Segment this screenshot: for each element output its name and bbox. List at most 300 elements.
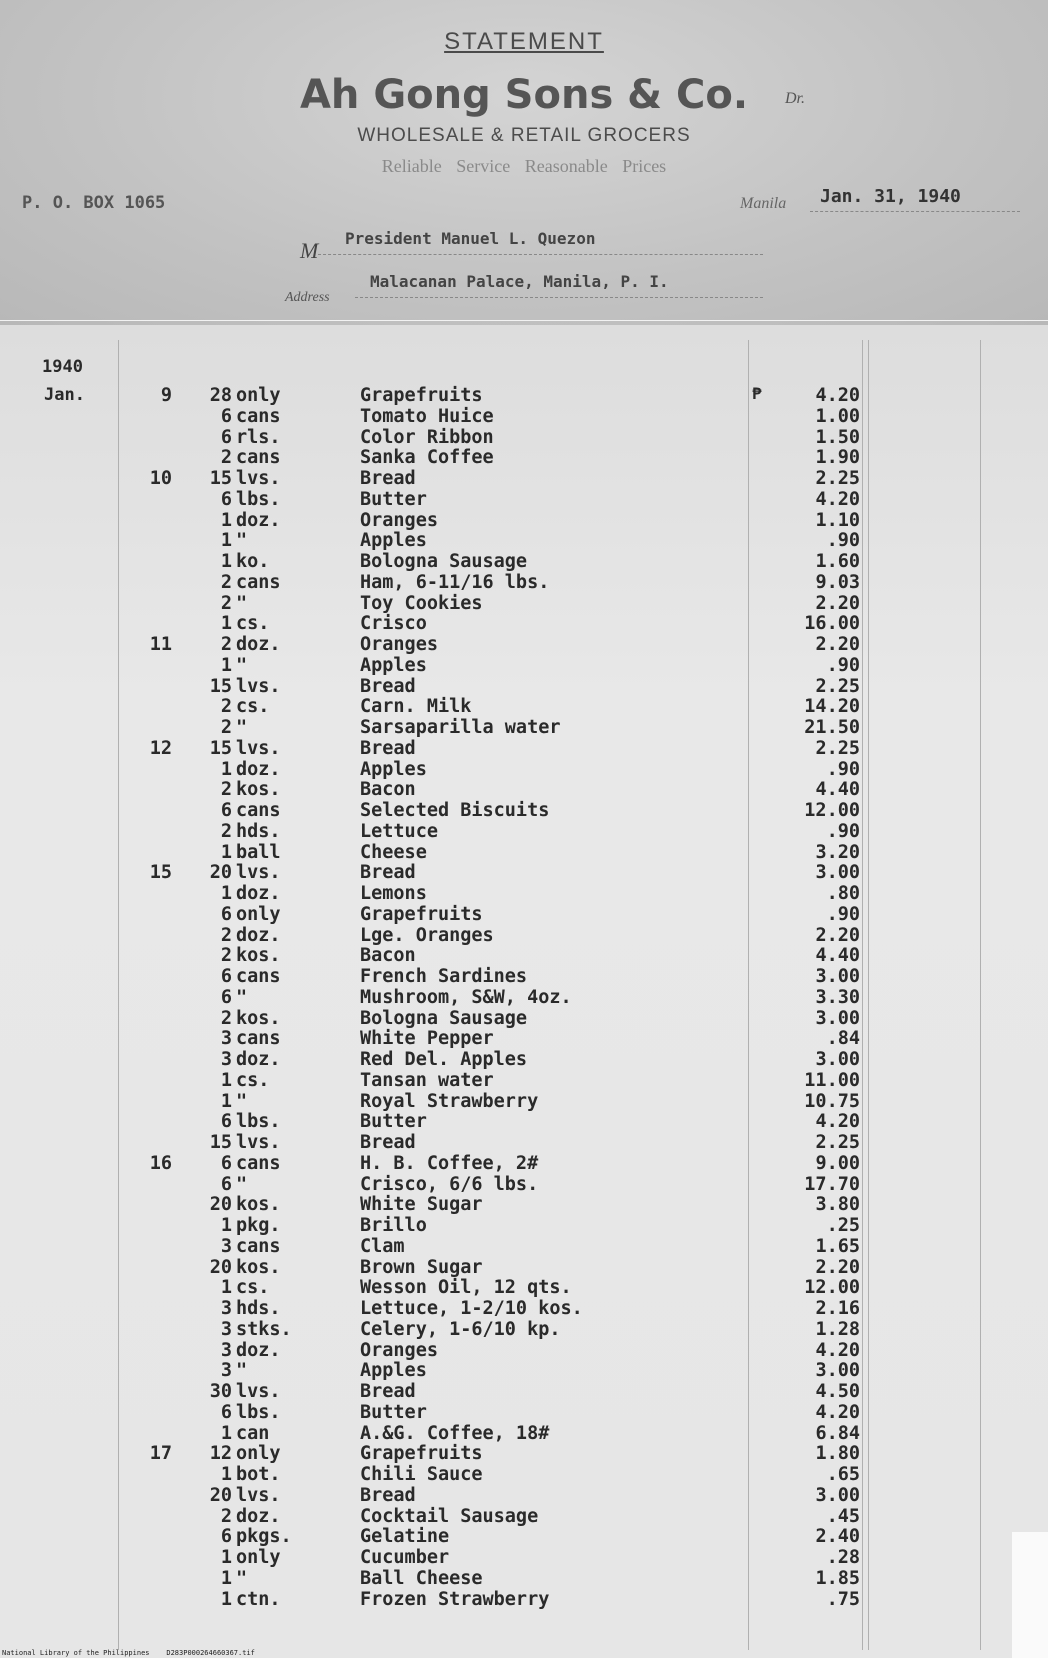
ledger-row (0, 1548, 1048, 1569)
row-description: Bread (360, 862, 416, 884)
row-quantity: 1 (220, 1069, 232, 1091)
ledger-row (0, 1590, 1048, 1611)
row-quantity: 3 (220, 1028, 232, 1050)
ledger-row (0, 656, 1048, 677)
ledger-row (0, 1527, 1048, 1548)
row-description: Butter (360, 1401, 427, 1423)
row-unit: " (236, 1090, 248, 1112)
row-unit: kos. (236, 945, 281, 967)
row-quantity: 6 (220, 405, 232, 427)
ledger-row (0, 386, 1048, 407)
row-unit: doz. (236, 924, 281, 946)
row-unit: " (236, 592, 248, 614)
row-amount: 1.65 (815, 1235, 860, 1257)
row-quantity: 2 (220, 717, 232, 738)
row-unit: doz. (236, 1505, 281, 1527)
scan-margin (1012, 1532, 1048, 1658)
row-unit: only (236, 385, 281, 406)
row-description: Sarsaparilla water (360, 717, 561, 738)
row-quantity: 20 (209, 1194, 232, 1216)
row-quantity: 3 (220, 1360, 232, 1382)
row-quantity: 6 (220, 488, 232, 510)
row-description: Brown Sugar (360, 1256, 483, 1278)
row-quantity: 3 (220, 1049, 232, 1070)
row-unit: cans (236, 447, 281, 469)
row-day: 17 (149, 1443, 172, 1465)
row-unit: cans (236, 405, 281, 427)
row-description: Bread (360, 675, 416, 697)
row-unit: lvs. (236, 862, 281, 884)
currency-sign: ₱ (752, 384, 762, 403)
ledger-row (0, 1320, 1048, 1341)
row-description: Bread (360, 1484, 416, 1506)
row-unit: stks. (236, 1318, 292, 1340)
row-quantity: 2 (220, 1505, 232, 1527)
row-quantity: 2 (220, 1007, 232, 1029)
row-description: Apples (360, 1360, 427, 1382)
ledger-row (0, 1029, 1048, 1050)
row-quantity: 6 (220, 800, 232, 821)
ledger-row (0, 863, 1048, 884)
row-quantity: 2 (220, 634, 232, 655)
row-description: Clam (360, 1235, 405, 1257)
ledger-row (0, 739, 1048, 760)
row-amount: .90 (826, 903, 860, 925)
row-quantity: 6 (220, 1401, 232, 1423)
row-description: Bacon (360, 945, 416, 967)
row-unit: " (236, 1360, 248, 1382)
recipient-address: Malacanan Palace, Manila, P. I. (370, 272, 669, 291)
row-unit: lbs. (236, 1111, 281, 1133)
row-unit: can (236, 1422, 270, 1444)
row-amount: 3.30 (815, 986, 860, 1008)
row-description: White Sugar (360, 1194, 483, 1216)
row-description: Lge. Oranges (360, 924, 494, 946)
row-amount: 1.90 (815, 447, 860, 469)
row-description: Grapefruits (360, 385, 483, 406)
row-unit: lvs. (236, 1132, 281, 1153)
row-amount: 3.00 (815, 1484, 860, 1506)
row-amount: .28 (826, 1547, 860, 1568)
row-description: Sanka Coffee (360, 447, 494, 469)
row-unit: doz. (236, 1049, 281, 1070)
row-description: Cocktail Sausage (360, 1505, 539, 1527)
row-unit: only (236, 1547, 281, 1568)
ledger-row (0, 1486, 1048, 1507)
row-description: Bacon (360, 779, 416, 801)
row-unit: " (236, 1567, 248, 1589)
row-amount: 4.50 (815, 1381, 860, 1402)
row-quantity: 6 (220, 1152, 232, 1174)
row-quantity: 15 (209, 468, 232, 489)
row-quantity: 3 (220, 1318, 232, 1340)
row-unit: only (236, 1443, 281, 1465)
row-amount: 10.75 (804, 1090, 860, 1112)
row-unit: cans (236, 1152, 281, 1174)
row-unit: cans (236, 1235, 281, 1257)
ledger-row (0, 905, 1048, 926)
row-description: Frozen Strawberry (360, 1588, 550, 1610)
po-box: P. O. BOX 1065 (22, 193, 166, 213)
row-amount: .90 (826, 654, 860, 676)
row-amount: .25 (826, 1215, 860, 1236)
row-quantity: 20 (209, 1256, 232, 1278)
row-quantity: 1 (220, 613, 232, 635)
row-unit: lbs. (236, 488, 281, 510)
row-description: White Pepper (360, 1028, 494, 1050)
row-description: Bologna Sausage (360, 551, 528, 572)
row-description: Apples (360, 758, 427, 780)
letterhead (0, 0, 1048, 325)
row-amount: 3.00 (815, 862, 860, 884)
row-quantity: 30 (209, 1381, 232, 1402)
ledger-row (0, 822, 1048, 843)
row-amount: 9.00 (815, 1152, 860, 1174)
row-description: Cheese (360, 841, 427, 863)
row-unit: kos. (236, 1256, 281, 1278)
row-amount: 3.80 (815, 1194, 860, 1216)
row-unit: cs. (236, 613, 270, 635)
row-quantity: 2 (220, 592, 232, 614)
city-label: Manila (740, 195, 787, 212)
row-unit: doz. (236, 883, 281, 904)
row-quantity: 1 (220, 1277, 232, 1299)
dr-label: Dr. (785, 90, 806, 107)
row-amount: 17.70 (804, 1173, 860, 1195)
row-description: Crisco, 6/6 lbs. (360, 1173, 539, 1195)
row-quantity: 6 (220, 426, 232, 448)
row-unit: cans (236, 571, 281, 593)
row-quantity: 1 (220, 841, 232, 863)
row-unit: lvs. (236, 1484, 281, 1506)
row-amount: 2.25 (815, 468, 860, 489)
row-unit: " (236, 986, 248, 1008)
ledger-row (0, 1154, 1048, 1175)
row-amount: 2.25 (815, 675, 860, 697)
row-amount: 1.10 (815, 509, 860, 531)
row-amount: 12.00 (804, 1277, 860, 1299)
footer-file: D283P000264660367.tif (166, 1649, 255, 1657)
row-description: H. B. Coffee, 2# (360, 1152, 539, 1174)
row-quantity: 2 (220, 945, 232, 967)
ledger-row (0, 697, 1048, 718)
row-unit: hds. (236, 820, 281, 842)
ledger-year: 1940 (42, 357, 83, 377)
row-description: Toy Cookies (360, 592, 483, 614)
row-amount: 1.85 (815, 1567, 860, 1589)
ledger-month: Jan. (44, 385, 85, 405)
row-quantity: 6 (220, 1111, 232, 1133)
row-description: Tomato Huice (360, 405, 494, 427)
row-unit: doz. (236, 509, 281, 531)
ledger-row (0, 614, 1048, 635)
row-description: Color Ribbon (360, 426, 494, 448)
ledger-row (0, 1112, 1048, 1133)
ledger-row (0, 1569, 1048, 1590)
row-unit: ctn. (236, 1588, 281, 1610)
row-amount: 1.80 (815, 1443, 860, 1465)
row-description: Grapefruits (360, 903, 483, 925)
row-quantity: 2 (220, 820, 232, 842)
row-quantity: 3 (220, 1339, 232, 1361)
row-description: Celery, 1-6/10 kp. (360, 1318, 561, 1340)
ledger-row (0, 988, 1048, 1009)
date-underline (810, 211, 1020, 212)
row-unit: lvs. (236, 468, 281, 489)
ledger-row (0, 801, 1048, 822)
row-amount: 2.25 (815, 737, 860, 759)
address-label: Address (285, 290, 330, 305)
ledger-row (0, 511, 1048, 532)
ledger-row (0, 1092, 1048, 1113)
row-amount: 3.20 (815, 841, 860, 863)
ledger-row (0, 635, 1048, 656)
row-description: Bologna Sausage (360, 1007, 528, 1029)
ledger-row (0, 843, 1048, 864)
row-description: Gelatine (360, 1526, 450, 1548)
row-quantity: 1 (220, 1215, 232, 1236)
ledger-row (0, 1071, 1048, 1092)
row-unit: kos. (236, 1194, 281, 1216)
row-amount: 3.00 (815, 1007, 860, 1029)
row-description: Tansan water (360, 1069, 494, 1091)
row-quantity: 1 (220, 509, 232, 531)
row-quantity: 1 (220, 1588, 232, 1610)
row-quantity: 28 (209, 385, 232, 406)
row-amount: 2.16 (815, 1298, 860, 1319)
ledger-row (0, 780, 1048, 801)
row-unit: pkgs. (236, 1526, 292, 1548)
row-unit: cs. (236, 1069, 270, 1091)
row-unit: kos. (236, 779, 281, 801)
row-description: Apples (360, 530, 427, 552)
recipient-label: M (300, 238, 319, 263)
row-unit: cs. (236, 1277, 270, 1299)
ledger-row (0, 884, 1048, 905)
row-quantity: 1 (220, 883, 232, 904)
row-quantity: 2 (220, 924, 232, 946)
row-unit: pkg. (236, 1215, 281, 1236)
row-quantity: 1 (220, 1090, 232, 1112)
row-description: Oranges (360, 634, 438, 655)
row-unit: doz. (236, 634, 281, 655)
row-unit: " (236, 530, 248, 552)
row-unit: cans (236, 1028, 281, 1050)
ledger-row (0, 531, 1048, 552)
row-quantity: 2 (220, 779, 232, 801)
row-amount: 4.20 (815, 1401, 860, 1423)
row-quantity: 12 (209, 1443, 232, 1465)
ledger-row (0, 1237, 1048, 1258)
header-divider (0, 320, 1048, 321)
ledger-row (0, 552, 1048, 573)
row-amount: 4.20 (815, 1111, 860, 1133)
row-quantity: 1 (220, 758, 232, 780)
ledger-row (0, 1465, 1048, 1486)
ledger-row (0, 1361, 1048, 1382)
row-description: Butter (360, 1111, 427, 1133)
row-amount: .75 (826, 1588, 860, 1610)
row-quantity: 1 (220, 1422, 232, 1444)
row-amount: 1.50 (815, 426, 860, 448)
row-amount: 3.00 (815, 1360, 860, 1382)
row-amount: 4.20 (815, 385, 860, 406)
row-amount: 12.00 (804, 800, 860, 821)
row-quantity: 15 (209, 737, 232, 759)
row-quantity: 3 (220, 1235, 232, 1257)
ledger-row (0, 1403, 1048, 1424)
row-quantity: 6 (220, 966, 232, 987)
row-description: Grapefruits (360, 1443, 483, 1465)
address-underline (355, 297, 763, 298)
row-description: Lettuce, 1-2/10 kos. (360, 1298, 583, 1319)
row-unit: only (236, 903, 281, 925)
row-amount: .80 (826, 883, 860, 904)
row-amount: 2.20 (815, 924, 860, 946)
statement-date: Jan. 31, 1940 (820, 186, 961, 207)
row-amount: 4.20 (815, 488, 860, 510)
ledger-row (0, 926, 1048, 947)
ledger-row (0, 718, 1048, 739)
row-unit: hds. (236, 1298, 281, 1319)
row-amount: .84 (826, 1028, 860, 1050)
row-quantity: 20 (209, 1484, 232, 1506)
row-quantity: 1 (220, 551, 232, 572)
row-quantity: 2 (220, 571, 232, 593)
ledger-row (0, 1278, 1048, 1299)
row-amount: 14.20 (804, 696, 860, 718)
row-unit: cans (236, 966, 281, 987)
ledger-row (0, 448, 1048, 469)
row-quantity: 2 (220, 447, 232, 469)
row-description: Ball Cheese (360, 1567, 483, 1589)
ledger-row (0, 1175, 1048, 1196)
row-amount: 2.20 (815, 1256, 860, 1278)
row-unit: doz. (236, 758, 281, 780)
row-unit: cans (236, 800, 281, 821)
recipient-name: President Manuel L. Quezon (345, 229, 596, 248)
ledger-row (0, 490, 1048, 511)
company-slogan: Reliable Service Reasonable Prices (381, 156, 667, 176)
row-quantity: 6 (220, 903, 232, 925)
row-description: Butter (360, 488, 427, 510)
row-amount: .45 (826, 1505, 860, 1527)
row-amount: 16.00 (804, 613, 860, 635)
row-description: Carn. Milk (360, 696, 472, 718)
row-unit: lbs. (236, 1401, 281, 1423)
row-quantity: 6 (220, 1526, 232, 1548)
row-amount: 4.40 (815, 945, 860, 967)
row-quantity: 15 (209, 675, 232, 697)
row-unit: doz. (236, 1339, 281, 1361)
row-description: Ham, 6-11/16 lbs. (360, 571, 550, 593)
row-unit: kos. (236, 1007, 281, 1029)
row-quantity: 3 (220, 1298, 232, 1319)
row-quantity: 1 (220, 530, 232, 552)
row-amount: 6.84 (815, 1422, 860, 1444)
row-unit: ball (236, 841, 281, 863)
row-description: Cucumber (360, 1547, 450, 1568)
row-unit: bot. (236, 1464, 281, 1485)
row-amount: 11.00 (804, 1069, 860, 1091)
ledger-row (0, 760, 1048, 781)
ledger-row (0, 594, 1048, 615)
ledger-row (0, 1444, 1048, 1465)
ledger-row (0, 1382, 1048, 1403)
row-unit: ko. (236, 551, 270, 572)
row-unit: " (236, 1173, 248, 1195)
row-day: 12 (149, 737, 172, 759)
row-description: Mushroom, S&W, 4oz. (360, 986, 572, 1008)
row-unit: lvs. (236, 1381, 281, 1402)
ledger-row (0, 1050, 1048, 1071)
row-amount: 2.20 (815, 634, 860, 655)
row-amount: 3.00 (815, 966, 860, 987)
row-amount: .90 (826, 820, 860, 842)
row-amount: 9.03 (815, 571, 860, 593)
row-description: Apples (360, 654, 427, 676)
row-amount: 3.00 (815, 1049, 860, 1070)
row-quantity: 15 (209, 1132, 232, 1153)
ledger-row (0, 1009, 1048, 1030)
ledger-row (0, 1341, 1048, 1362)
row-unit: rls. (236, 426, 281, 448)
row-amount: 1.28 (815, 1318, 860, 1340)
ledger-row (0, 428, 1048, 449)
row-day: 10 (149, 468, 172, 489)
ledger-row (0, 1258, 1048, 1279)
row-amount: .65 (826, 1464, 860, 1485)
row-description: Bread (360, 1132, 416, 1153)
row-unit: " (236, 717, 248, 738)
company-tagline: WHOLESALE & RETAIL GROCERS (357, 125, 691, 146)
row-description: Brillo (360, 1215, 427, 1236)
recipient-underline (318, 254, 763, 255)
ledger-row (0, 469, 1048, 490)
company-name: Ah Gong Sons & Co. (299, 72, 749, 118)
row-amount: 1.60 (815, 551, 860, 572)
ledger-row (0, 1216, 1048, 1237)
row-description: Chili Sauce (360, 1464, 483, 1485)
row-quantity: 20 (209, 862, 232, 884)
row-unit: lvs. (236, 675, 281, 697)
row-description: Oranges (360, 1339, 438, 1361)
row-day: 9 (160, 385, 172, 406)
row-unit: cs. (236, 696, 270, 718)
row-amount: 2.25 (815, 1132, 860, 1153)
ledger-row (0, 1195, 1048, 1216)
row-amount: 21.50 (804, 717, 860, 738)
ledger-row (0, 1299, 1048, 1320)
row-unit: lvs. (236, 737, 281, 759)
row-day: 11 (149, 634, 172, 655)
ledger-row (0, 677, 1048, 698)
row-description: Bread (360, 468, 416, 489)
ledger-row (0, 573, 1048, 594)
row-amount: .90 (826, 758, 860, 780)
ledger-row (0, 1507, 1048, 1528)
row-quantity: 6 (220, 1173, 232, 1195)
row-quantity: 1 (220, 654, 232, 676)
row-quantity: 6 (220, 986, 232, 1008)
row-description: Bread (360, 737, 416, 759)
row-description: Royal Strawberry (360, 1090, 539, 1112)
row-day: 15 (149, 862, 172, 884)
row-amount: 4.20 (815, 1339, 860, 1361)
row-amount: 1.00 (815, 405, 860, 427)
row-quantity: 1 (220, 1567, 232, 1589)
row-description: A.&G. Coffee, 18# (360, 1422, 550, 1444)
